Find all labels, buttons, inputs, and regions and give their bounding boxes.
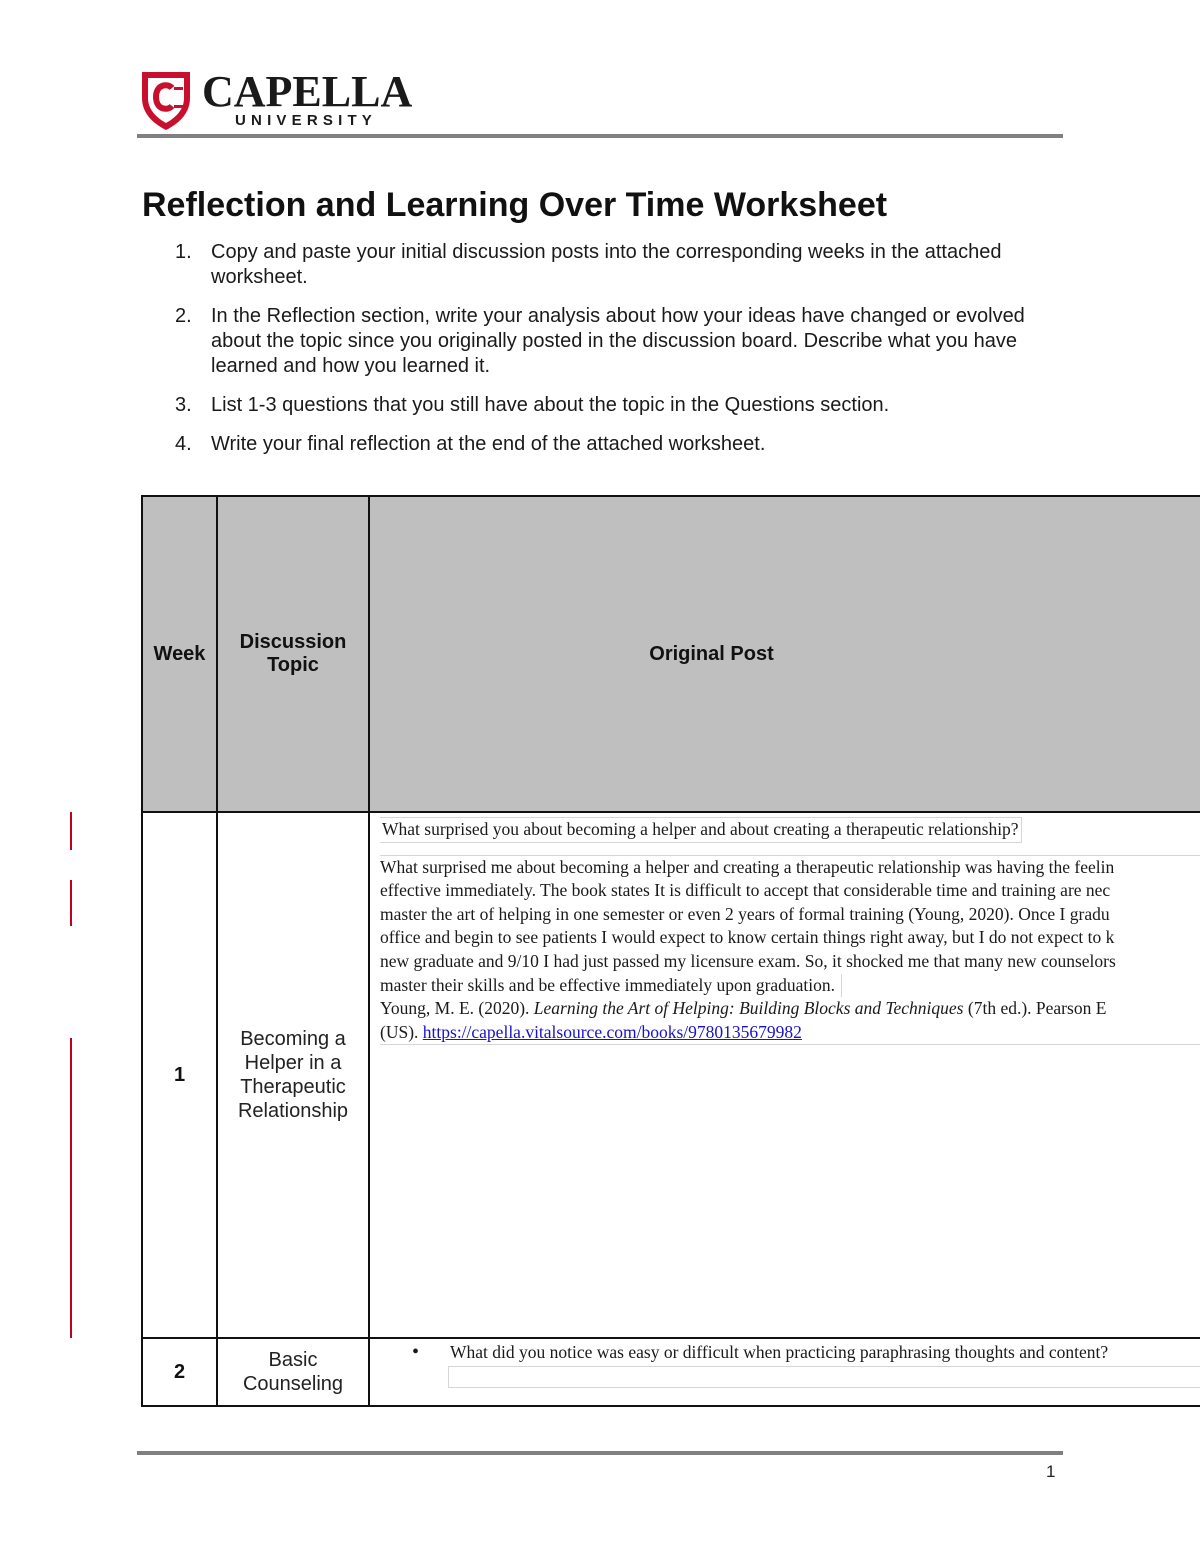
citation-publisher: (7th ed.). Pearson E (963, 998, 1107, 1019)
header-original-post: Original Post (369, 496, 1200, 812)
header-week: Week (142, 496, 217, 812)
capella-logo (139, 68, 439, 132)
instruction-list (175, 240, 1035, 471)
original-post-cell[interactable] (369, 812, 1200, 1338)
topic-text: Becoming a Helper in a Therapeutic Relationship (237, 1028, 349, 1122)
citation-author: Young, M. E. (2020). (380, 998, 534, 1019)
discussion-topic (217, 1338, 369, 1406)
instruction-number: 1. (175, 241, 192, 263)
instruction-number: 2. (175, 305, 192, 327)
worksheet-table (141, 495, 1200, 1407)
instruction-text: In the Reflection section, write your analysis about how your ideas have changed or evolved about the topic since you originally posted in the discussion board. Describe what you have learned and how you learned it. (211, 305, 1025, 377)
bullet-item (412, 1341, 1200, 1388)
revision-mark (70, 880, 72, 926)
citation-book-title: Learning the Art of Helping: Building Blocks and Techniques (533, 998, 964, 1019)
revision-mark (70, 812, 72, 850)
week-number: 1 (142, 812, 217, 1338)
table-header-row (142, 496, 1200, 812)
post-answer (380, 855, 1200, 1046)
instruction-item (175, 240, 1035, 290)
week-number: 2 (142, 1338, 217, 1406)
page-number: 1 (1046, 1462, 1056, 1481)
prompt-question: What surprised you about becoming a helper and about creating a therapeutic relationship? (380, 817, 1022, 843)
answer-line: What surprised me about becoming a helper and creating a therapeutic relationship was having the feelin (380, 856, 1115, 877)
citation-location: (US). (380, 1021, 423, 1042)
answer-field[interactable] (448, 1366, 1200, 1388)
instruction-text: Write your final reflection at the end of the attached worksheet. (211, 433, 766, 455)
citation-line (380, 997, 1200, 1021)
header-rule (137, 134, 1063, 138)
shield-icon (139, 68, 193, 132)
answer-line: effective immediately. The book states It is difficult to accept that considerable time and training are nec (380, 880, 1111, 901)
table-row (142, 812, 1200, 1338)
answer-line: master the art of helping in one semester or even 2 years of formal training (Young, 2020). Once I gradu (380, 903, 1110, 924)
brand-subtitle: UNIVERSITY (235, 112, 378, 129)
answer-line: office and begin to see patients I would expect to know certain things right away, but I do not expect to k (380, 927, 1115, 948)
brand-name: CAPELLA (202, 67, 413, 116)
revision-mark (70, 1038, 72, 1338)
citation-url-line (380, 1021, 1200, 1046)
footer-rule (137, 1451, 1063, 1455)
instruction-item (175, 393, 1035, 418)
discussion-topic (217, 812, 369, 1338)
document-title: Reflection and Learning Over Time Worksheet (142, 186, 888, 224)
bullet-icon: • (412, 1341, 420, 1363)
instruction-number: 4. (175, 433, 192, 455)
answer-line: master their skills and be effective immediately upon graduation. (380, 974, 842, 998)
header-topic: Discussion Topic (217, 496, 369, 812)
instruction-item (175, 432, 1035, 457)
answer-line: new graduate and 9/10 I had just passed my licensure exam. So, it shocked me that many new counselors (380, 950, 1116, 971)
citation-link[interactable]: https://capella.vitalsource.com/books/9780135679982 (422, 1021, 802, 1042)
instruction-text: List 1-3 questions that you still have about the topic in the Questions section. (211, 394, 890, 416)
instruction-number: 3. (175, 394, 192, 416)
topic-text: Basic Counseling (242, 1349, 344, 1395)
instruction-item (175, 304, 1035, 379)
original-post-cell[interactable] (369, 1338, 1200, 1406)
table-row (142, 1338, 1200, 1406)
prompt-question: What did you notice was easy or difficult when practicing paraphrasing thoughts and content? (450, 1342, 1109, 1362)
instruction-text: Copy and paste your initial discussion posts into the corresponding weeks in the attached worksheet. (211, 241, 1002, 288)
